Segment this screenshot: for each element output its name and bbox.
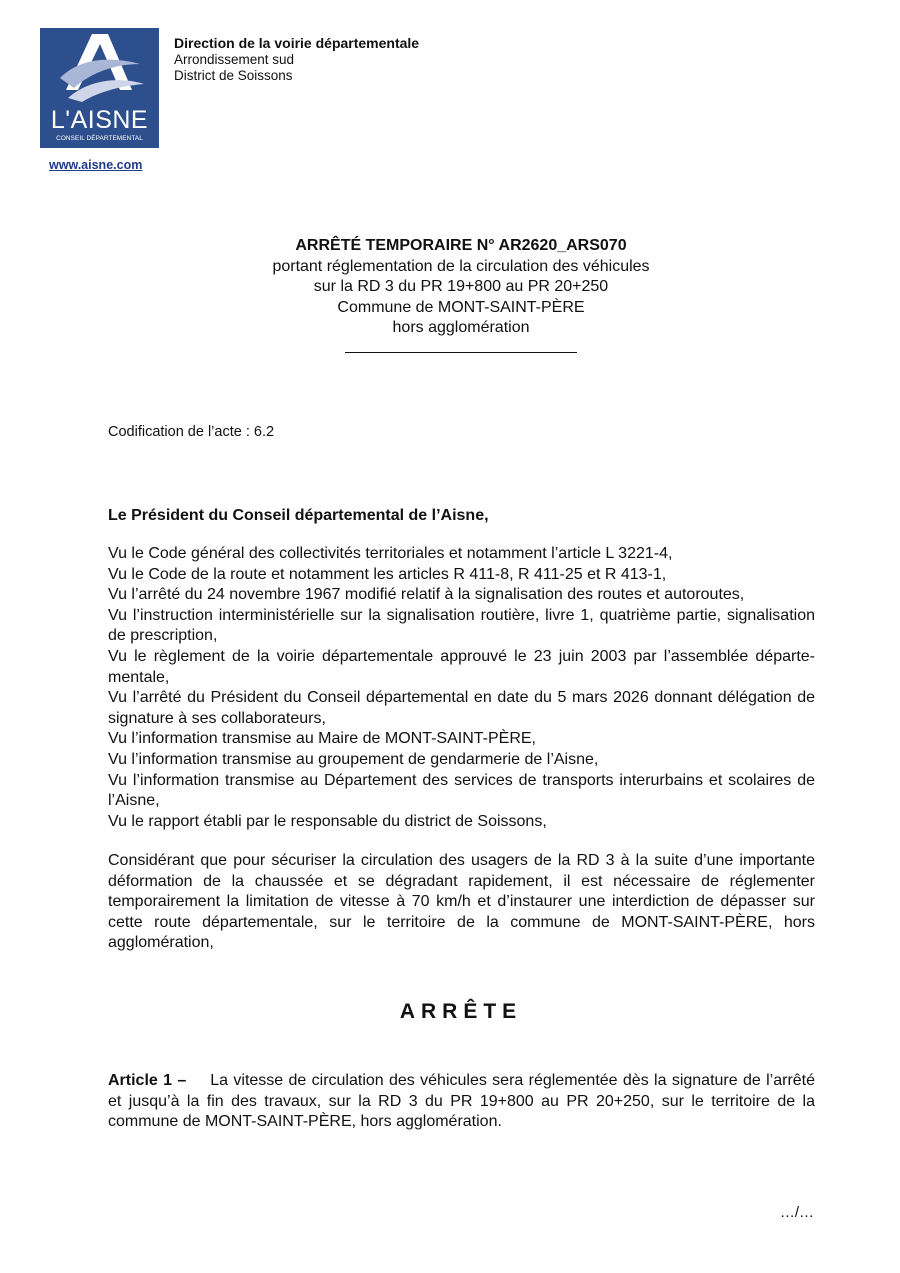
vu-item: Vu le rapport établi par le responsable du district de Soissons,: [108, 812, 547, 830]
article-1-text: La vitesse de circulation des véhicules sera réglementée dès la signature de l’arrêté et jusqu’à la fin des travaux, sur la RD 3 du PR 19+800 au PR 20+250, sur le territoire de la commune de MONT-SAINT-PÈRE, hors agglomération.: [108, 1072, 816, 1131]
considerant-paragraph: Considérant que pour sécuriser la circulation des usagers de la RD 3 à la suite d’une importante déformation de la chaussée et se dégradant rapidement, il est nécessaire de réglementer temporairement la limitation de vitesse à 70 km/h et d’instaurer une interdiction de dépasser sur cette route départementale, sur le territoire de la commune de MONT-SAINT-PÈRE, hors agglomération,: [108, 852, 815, 952]
page-continuation: …/…: [779, 1204, 814, 1221]
title-divider: [345, 352, 577, 353]
decree-title: [0, 236, 900, 353]
decree-commune: Commune de MONT-SAINT-PÈRE: [337, 298, 585, 316]
vu-list: [108, 544, 815, 832]
website-link[interactable]: www.aisne.com: [49, 158, 143, 172]
issuing-department: [174, 35, 419, 85]
vu-item: Vu le Code de la route et notamment les articles R 411-8, R 411-25 et R 413-1,: [108, 565, 667, 583]
district: District de Soissons: [174, 68, 293, 83]
decree-zone: hors agglomération: [392, 319, 530, 337]
vu-item: Vu l’arrêté du Président du Conseil départemental en date du 5 mars 2026 donnant délégation de signature à ses collaborateurs,: [108, 689, 815, 727]
aisne-logo: [40, 28, 159, 148]
vu-item: Vu le Code général des collectivités territoriales et notamment l’article L 3221-4,: [108, 545, 673, 562]
arrondissement: Arrondissement sud: [174, 51, 295, 67]
logo-name: L'AISNE: [50, 106, 149, 134]
vu-item: Vu le règlement de la voirie départementale approuvé le 23 juin 2003 par l’assemblée départe-mentale,: [108, 647, 815, 686]
decree-number: ARRÊTÉ TEMPORAIRE N° AR2620_ARS070: [295, 237, 627, 254]
department-name: Direction de la voirie départementale: [174, 35, 420, 51]
decree-road-section: sur la RD 3 du PR 19+800 au PR 20+250: [313, 278, 609, 296]
article-1-label: Article 1 –: [108, 1072, 187, 1089]
vu-item: Vu l’information transmise au Maire de MONT-SAINT-PÈRE,: [108, 730, 536, 748]
arrete-heading: ARRÊTE: [399, 1000, 523, 1023]
vu-item: Vu l’arrêté du 24 novembre 1967 modifié relatif à la signalisation des routes et autoroutes,: [108, 586, 745, 604]
codification: Codification de l’acte : 6.2: [108, 424, 275, 440]
logo-subtitle: CONSEIL DÉPARTEMENTAL: [56, 135, 143, 142]
decree-subject: portant réglementation de la circulation des véhicules: [272, 257, 650, 275]
vu-item: Vu l’instruction interministérielle sur la signalisation routière, livre 1, quatrième partie, signalisation de prescription,: [108, 606, 815, 645]
president-heading: Le Président du Conseil départemental de l’Aisne,: [108, 507, 489, 524]
article-1: [108, 1071, 815, 1133]
vu-item: Vu l’information transmise au Département des services de transports interurbains et scolaires de l’Aisne,: [108, 771, 815, 810]
vu-item: Vu l’information transmise au groupement de gendarmerie de l’Aisne,: [108, 750, 599, 768]
